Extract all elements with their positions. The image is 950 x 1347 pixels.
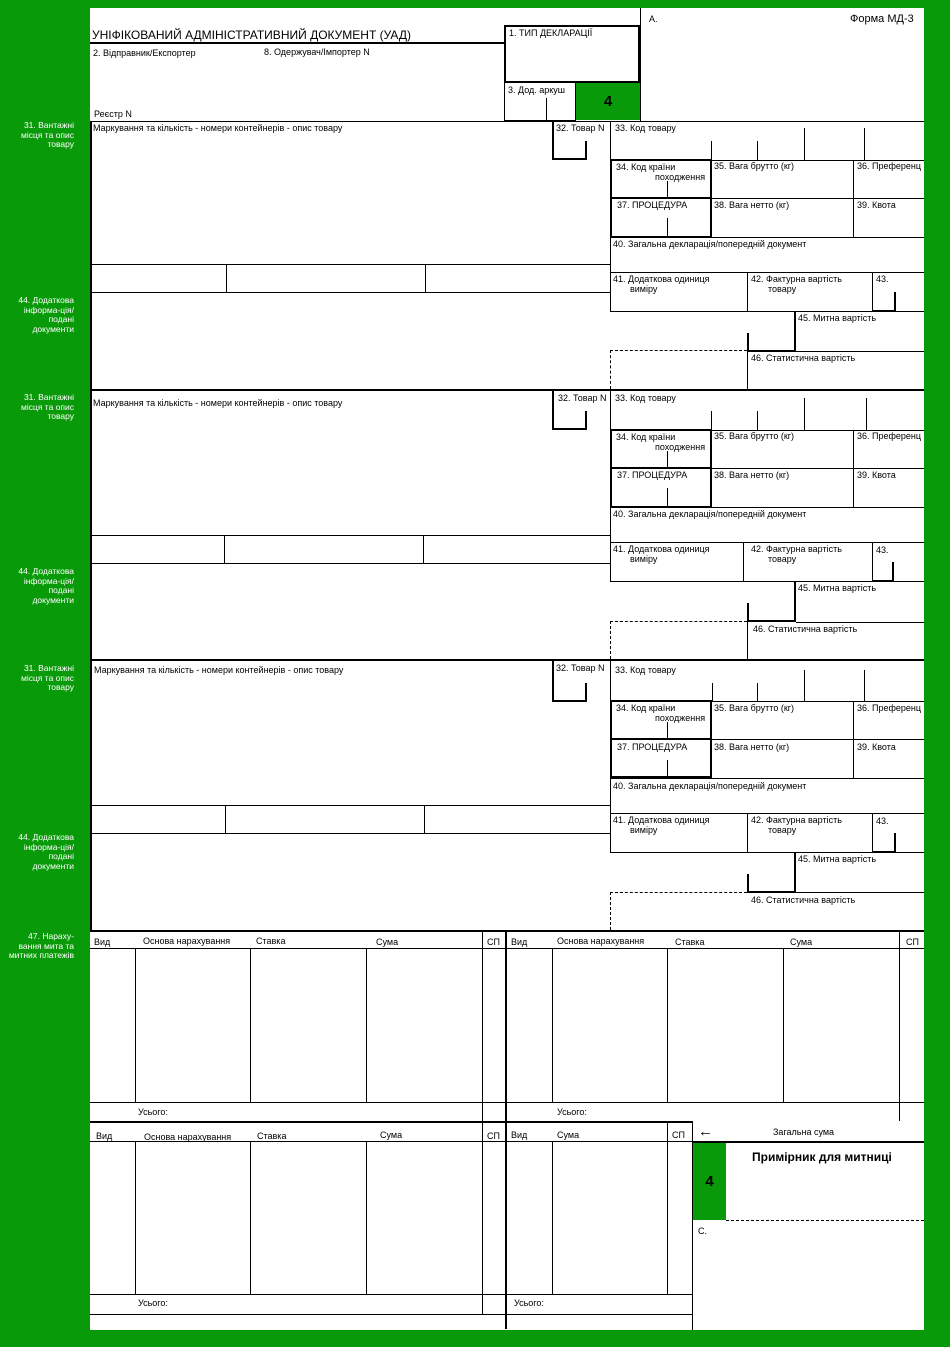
code-tick	[864, 670, 865, 702]
col-base: Основа нарахування	[143, 936, 231, 946]
invoice-value-label[interactable]: 42. Фактурна вартість	[751, 544, 842, 554]
table-split	[505, 931, 507, 1329]
quota-label[interactable]: 39. Квота	[857, 200, 896, 210]
table-col	[552, 1141, 553, 1295]
table-col	[250, 948, 251, 1103]
col-sp: СП	[487, 937, 500, 947]
customs-value-line	[747, 620, 796, 622]
additional-sheet-label: 3. Дод. аркуш	[508, 85, 566, 95]
row-line	[610, 813, 924, 814]
row-line	[610, 507, 924, 508]
invoice-value-label: товару	[768, 825, 797, 835]
col-line	[872, 542, 873, 581]
box-43-label[interactable]: 43.	[876, 816, 889, 826]
section-line	[90, 292, 610, 293]
block-separator	[90, 389, 924, 391]
item-box-line	[585, 411, 587, 430]
table-col	[366, 948, 367, 1103]
col-base: Основа нарахування	[144, 1132, 232, 1142]
item-box-line	[585, 141, 587, 160]
box-a[interactable]	[640, 8, 924, 122]
col-kind: Вид	[511, 937, 528, 947]
procedure-label: 37. ПРОЦЕДУРА	[617, 742, 688, 752]
row-line	[796, 351, 924, 352]
item-box-line	[552, 428, 586, 430]
section-line	[90, 1121, 693, 1123]
procedure-label: 37. ПРОЦЕДУРА	[617, 470, 688, 480]
col-line	[853, 160, 854, 238]
col-line	[747, 813, 748, 852]
procedure-tick	[667, 218, 668, 238]
col-line	[853, 430, 854, 508]
side-label-47: 47. Нараху-вання мита та митних платежів	[8, 931, 74, 960]
dashed-line	[610, 892, 747, 893]
gross-weight-label[interactable]: 35. Вага брутто (кг)	[714, 161, 795, 171]
table-col	[783, 948, 784, 1103]
box-c-label[interactable]: С.	[698, 1226, 707, 1236]
supplementary-unit-label: виміру	[630, 284, 658, 294]
row-line	[796, 622, 924, 623]
dashed-line	[610, 621, 747, 622]
code-tick	[757, 141, 758, 160]
side-label-31: 31. Вантажні місця та опис товару	[20, 663, 74, 692]
item-box-line	[552, 700, 586, 702]
side-label-44: 44. Додаткова інформа-ція/подані документи	[18, 295, 74, 334]
row-line	[610, 237, 924, 238]
goods-description-label[interactable]: Маркування та кількість - номери контейнерів - опис товару	[93, 123, 343, 133]
row-line	[610, 311, 924, 312]
table-col	[667, 1121, 668, 1295]
customs-value-line	[747, 874, 749, 892]
block-separator	[90, 659, 924, 661]
side-label-31: 31. Вантажні місця та опис товару	[20, 392, 74, 421]
row-line	[610, 542, 924, 543]
table-col	[667, 948, 668, 1103]
net-weight-label[interactable]: 38. Вага нетто (кг)	[714, 200, 790, 210]
quota-label[interactable]: 39. Квота	[857, 470, 896, 480]
origin-label: 34. Код країни	[616, 703, 676, 713]
total-label: Усього:	[514, 1298, 544, 1308]
preference-label[interactable]: 36. Преференц	[857, 431, 922, 441]
dashed-line	[610, 892, 611, 930]
row-line	[610, 272, 924, 273]
code-tick	[711, 141, 712, 160]
table-header-line	[90, 948, 924, 949]
col-sum: Сума	[380, 1130, 403, 1140]
table-col	[552, 948, 553, 1103]
commodity-code-label[interactable]: 33. Код товару	[615, 123, 676, 133]
invoice-value-label: товару	[768, 284, 797, 294]
col-line	[872, 813, 873, 852]
table-col	[135, 1141, 136, 1295]
box-43-corner	[894, 833, 896, 852]
col-line	[747, 351, 748, 389]
description-tick	[224, 535, 225, 563]
col-sp: СП	[672, 1130, 685, 1140]
side-label-31: 31. Вантажні місця та опис товару	[20, 120, 74, 149]
total-line	[90, 1294, 693, 1295]
title-underline	[90, 42, 504, 44]
sender-label[interactable]: 2. Відправник/Експортер	[93, 48, 196, 58]
item-box-line	[552, 391, 554, 429]
supplementary-unit-label: виміру	[630, 825, 658, 835]
code-tick	[864, 128, 865, 160]
customs-value-line	[747, 333, 749, 351]
code-tick	[804, 398, 805, 430]
description-tick	[424, 805, 425, 833]
copy-number-badge: 4	[693, 1143, 726, 1220]
declaration-type-label: 1. ТИП ДЕКЛАРАЦІЇ	[509, 28, 593, 38]
col-sp: СП	[487, 1131, 500, 1141]
statistical-value-label[interactable]: 46. Статистична вартість	[751, 353, 856, 363]
code-tick	[757, 683, 758, 702]
box-43-label[interactable]: 43.	[876, 274, 889, 284]
dashed-line	[610, 621, 611, 659]
invoice-value-label[interactable]: 42. Фактурна вартість	[751, 274, 842, 284]
supplementary-unit-label[interactable]: 41. Додаткова одиниця	[613, 815, 710, 825]
customs-value-line	[794, 852, 796, 892]
table-col	[482, 931, 483, 1121]
item-number-label[interactable]: 32. Товар N	[556, 123, 605, 133]
section-line	[90, 833, 610, 834]
row-line	[610, 581, 924, 582]
description-tick	[425, 264, 426, 292]
left-rule	[90, 121, 92, 931]
commodity-code-label[interactable]: 33. Код товару	[615, 393, 676, 403]
box-a-label: А.	[649, 14, 658, 24]
description-bottom	[90, 805, 610, 806]
origin-label: 34. Код країни	[616, 162, 676, 172]
col-line	[853, 701, 854, 779]
net-weight-label[interactable]: 38. Вага нетто (кг)	[714, 742, 790, 752]
customs-value-line	[794, 581, 796, 621]
col-sp: СП	[906, 937, 919, 947]
quota-label[interactable]: 39. Квота	[857, 742, 896, 752]
table-col	[366, 1141, 367, 1295]
table-bottom	[90, 1314, 693, 1315]
total-label: Усього:	[138, 1298, 168, 1308]
form-title: УНІФІКОВАНИЙ АДМІНІСТРАТИВНИЙ ДОКУМЕНТ (УАД)	[92, 28, 411, 42]
preference-label[interactable]: 36. Преференц	[857, 703, 922, 713]
gross-weight-label[interactable]: 35. Вага брутто (кг)	[714, 703, 795, 713]
supplementary-unit-label: виміру	[630, 554, 658, 564]
procedure-tick	[667, 760, 668, 778]
previous-document-label[interactable]: 40. Загальна декларація/попередній документ	[613, 781, 807, 791]
item-box-line	[552, 661, 554, 701]
item-number-label[interactable]: 32. Товар N	[558, 393, 607, 403]
table-col	[899, 931, 900, 1121]
supplementary-unit-label[interactable]: 41. Додаткова одиниця	[613, 544, 710, 554]
item-number-label[interactable]: 32. Товар N	[556, 663, 605, 673]
copy-number-badge: 4	[576, 83, 640, 120]
grand-total-arrow: ←	[698, 1123, 713, 1140]
procedure-tick	[667, 488, 668, 508]
col-rate: Ставка	[675, 937, 705, 947]
col-line	[747, 272, 748, 311]
code-tick	[757, 411, 758, 430]
col-line	[872, 272, 873, 311]
item-box-line	[552, 158, 586, 160]
block-separator	[90, 930, 924, 932]
box-43-corner	[894, 292, 896, 311]
col-sum: Сума	[790, 937, 813, 947]
origin-label: походження	[655, 442, 706, 452]
dashed-line	[610, 350, 747, 351]
previous-document-label[interactable]: 40. Загальна декларація/попередній документ	[613, 509, 807, 519]
header-bottom-line	[90, 121, 924, 122]
goods-description-label[interactable]: Маркування та кількість - номери контейнерів - опис товару	[93, 398, 343, 408]
code-tick	[866, 398, 867, 430]
grand-total-line	[692, 1141, 924, 1143]
col-kind: Вид	[94, 937, 111, 947]
code-tick	[804, 670, 805, 702]
side-label-44: 44. Додаткова інформа-ція/подані документи	[18, 832, 74, 871]
col-line	[743, 542, 744, 581]
col-kind: Вид	[96, 1131, 113, 1141]
origin-label: 34. Код країни	[616, 432, 676, 442]
row-line	[610, 778, 924, 779]
procedure-label: 37. ПРОЦЕДУРА	[617, 200, 688, 210]
customs-value-line	[794, 311, 796, 351]
box-43-label[interactable]: 43.	[876, 545, 889, 555]
item-box-line	[552, 121, 554, 159]
customs-value-line	[747, 891, 796, 893]
row-line	[610, 852, 924, 853]
grand-total-label[interactable]: Загальна сума	[773, 1127, 835, 1137]
gross-weight-label[interactable]: 35. Вага брутто (кг)	[714, 431, 795, 441]
description-bottom	[90, 264, 610, 265]
item-box-line	[585, 683, 587, 702]
customs-value-line	[747, 350, 796, 352]
col-rate: Ставка	[256, 936, 286, 946]
previous-document-label[interactable]: 40. Загальна декларація/попередній документ	[613, 239, 807, 249]
col-sum: Сума	[557, 1130, 580, 1140]
col-kind: Вид	[511, 1130, 528, 1140]
description-bottom	[90, 535, 610, 536]
customs-value-line	[747, 603, 749, 621]
origin-label: походження	[655, 172, 706, 182]
origin-label: походження	[655, 713, 706, 723]
code-tick	[804, 128, 805, 160]
registry-label: Реєстр N	[94, 109, 132, 119]
description-tick	[423, 535, 424, 563]
net-weight-label[interactable]: 38. Вага нетто (кг)	[714, 470, 790, 480]
code-tick	[712, 683, 713, 702]
col-rate: Ставка	[257, 1131, 287, 1141]
additional-sheet-divider	[546, 98, 547, 121]
goods-description-label[interactable]: Маркування та кількість - номери контейнерів - опис товару	[94, 665, 344, 675]
description-tick	[226, 264, 227, 292]
dashed-line	[610, 350, 611, 389]
col-line	[747, 622, 748, 659]
form-code: Форма МД-3	[850, 13, 914, 25]
commodity-code-label[interactable]: 33. Код товару	[615, 665, 676, 675]
copy-purpose-label: Примірник для митниці	[752, 1150, 892, 1164]
customs-value-label[interactable]: 45. Митна вартість	[798, 313, 877, 323]
statistical-value-label[interactable]: 46. Статистична вартість	[751, 895, 856, 905]
col-base: Основа нарахування	[557, 936, 645, 946]
section-line	[90, 563, 610, 564]
table-col	[482, 1121, 483, 1315]
table-col	[250, 1141, 251, 1295]
row-line	[796, 892, 924, 893]
dashed-line	[726, 1220, 924, 1221]
col-sum: Сума	[376, 937, 399, 947]
preference-label[interactable]: 36. Преференц	[857, 161, 922, 171]
customs-value-label[interactable]: 45. Митна вартість	[798, 583, 877, 593]
total-line	[90, 1102, 924, 1103]
recipient-label[interactable]: 8. Одержувач/Імпортер N	[264, 47, 370, 57]
total-label: Усього:	[557, 1107, 587, 1117]
customs-value-label[interactable]: 45. Митна вартість	[798, 854, 877, 864]
box-43-corner	[892, 562, 894, 581]
invoice-value-label[interactable]: 42. Фактурна вартість	[751, 815, 842, 825]
statistical-value-label[interactable]: 46. Статистична вартість	[753, 624, 858, 634]
table-col	[135, 948, 136, 1103]
code-tick	[711, 411, 712, 430]
invoice-value-label: товару	[768, 554, 797, 564]
total-label: Усього:	[138, 1107, 168, 1117]
supplementary-unit-label[interactable]: 41. Додаткова одиниця	[613, 274, 710, 284]
side-label-44: 44. Додаткова інформа-ція/подані документи	[18, 566, 74, 605]
description-tick	[225, 805, 226, 833]
